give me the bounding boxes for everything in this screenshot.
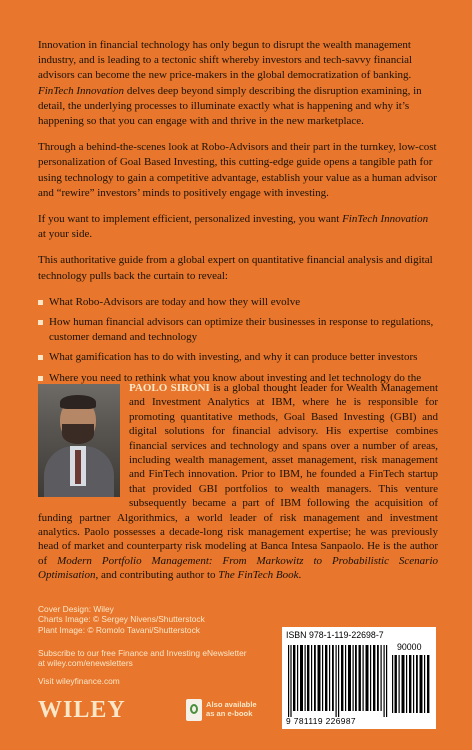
credit-line: Plant Image: © Romolo Tavani/Shutterstock: [38, 624, 200, 635]
ebook-line: Also available: [206, 700, 257, 709]
book-title: FinTech Innovation: [342, 213, 429, 226]
bullet-item: What Robo-Advisors are today and how they will evolve: [38, 295, 438, 310]
author-book-title: Modern Portfolio Management: From Markowitz to Probabilistic Scenario Optimisation: [38, 554, 439, 582]
ebook-line: as an e-book: [206, 708, 253, 718]
credit-line: Cover Design: Wiley: [38, 604, 114, 614]
website-note: Visit wileyfinance.com: [38, 676, 120, 686]
ebook-note: [206, 701, 257, 719]
newsletter-line: Subscribe to our free Finance and Investing eNewsletter: [38, 648, 247, 658]
newsletter-note: [38, 648, 247, 669]
credit-line: Charts Image: © Sergey Nivens/Shutterstock: [38, 614, 205, 625]
paragraph-robo-advisors: Through a behind-the-scenes look at Robo-Advisors and their part in the turnkey, low-cost personalization of Goal Based Investing, this cutting-edge guide opens a tangible path for using technology to gain a competitive advantage, establish your value as a human advisor and “rewire” investors’ minds to positively engage with investing.: [38, 141, 437, 199]
barcode-icon: [288, 645, 388, 717]
paragraph-guide: This authoritative guide from a global expert on quantitative financial analysis and digital technology pulls back the curtain to reveal:: [38, 254, 433, 282]
bullet-item: How human financial advisors can optimize their businesses in response to regulations, customer demand and technology: [38, 315, 438, 345]
paragraph-text: at your side.: [38, 228, 93, 241]
author-bio-text: .: [298, 569, 302, 582]
paragraph-text: delves deep beyond simply describing the disruption examining, in detail, the underlying processes to illuminate exactly what is happening and why it’s happening so that you can engage with and thrive in the new marketplace.: [38, 84, 422, 128]
isbn-label: ISBN 978-1-119-22698-7: [286, 630, 384, 640]
price-code: 90000: [397, 642, 422, 652]
author-book-title: The FinTech Book: [218, 569, 299, 582]
image-credits: [38, 604, 205, 635]
author-bio-text: , and contributing author to: [95, 569, 216, 582]
ebook-icon: [186, 699, 202, 721]
bullet-item: Where you need to rethink what you know about investing and let technology do the: [38, 371, 438, 401]
publisher-logo: WILEY: [38, 697, 126, 723]
paragraph-implement: [38, 212, 438, 242]
author-name: PAOLO SIRONI: [129, 382, 210, 394]
author-bio: [38, 381, 438, 583]
description: [38, 38, 438, 411]
paragraph-text: Innovation in financial technology has only begun to disrupt the wealth management industry, and is leading to a tectonic shift whereby investors and tech-savvy financial advisors can become the new price-makers in the global democratization of banking.: [38, 39, 413, 82]
price-barcode-icon: [392, 655, 430, 713]
bullet-item: What gamification has to do with investing, and why it can produce better investors: [38, 350, 438, 365]
book-title: FinTech Innovation: [38, 84, 125, 97]
author-photo: [38, 384, 120, 497]
newsletter-line: at wiley.com/enewsletters: [38, 658, 133, 669]
author-bio-text: is a global thought leader for Wealth Management and Investment Analytics at IBM, where he is responsible for promoting quantitative methods, Goal Based Investing (GBI) and digital solutions for financial advisory. His expertise combines financial services and technology and spans over a number of areas, including wealth management, asset management, risk management and FinTech innovation. Prior to IBM, he founded a FinTech startup that provided GBI portfolios to wealth managers. This venture subsequently became a part of IBM following the acquisition of funding partner Algorithmics, a world leader of risk management and investment analytics. Paolo possesses a decade-long risk management expertise; he was previously head of market and counterparty risk modeling at Banca Intesa Sanpaolo. He is the author of: [38, 382, 439, 567]
paragraph-intro: [38, 38, 438, 129]
barcode-digits: 9 781119 226987: [286, 716, 356, 726]
barcode-panel: [282, 627, 436, 729]
paragraph-text: If you want to implement efficient, personalized investing, you want: [38, 213, 340, 226]
